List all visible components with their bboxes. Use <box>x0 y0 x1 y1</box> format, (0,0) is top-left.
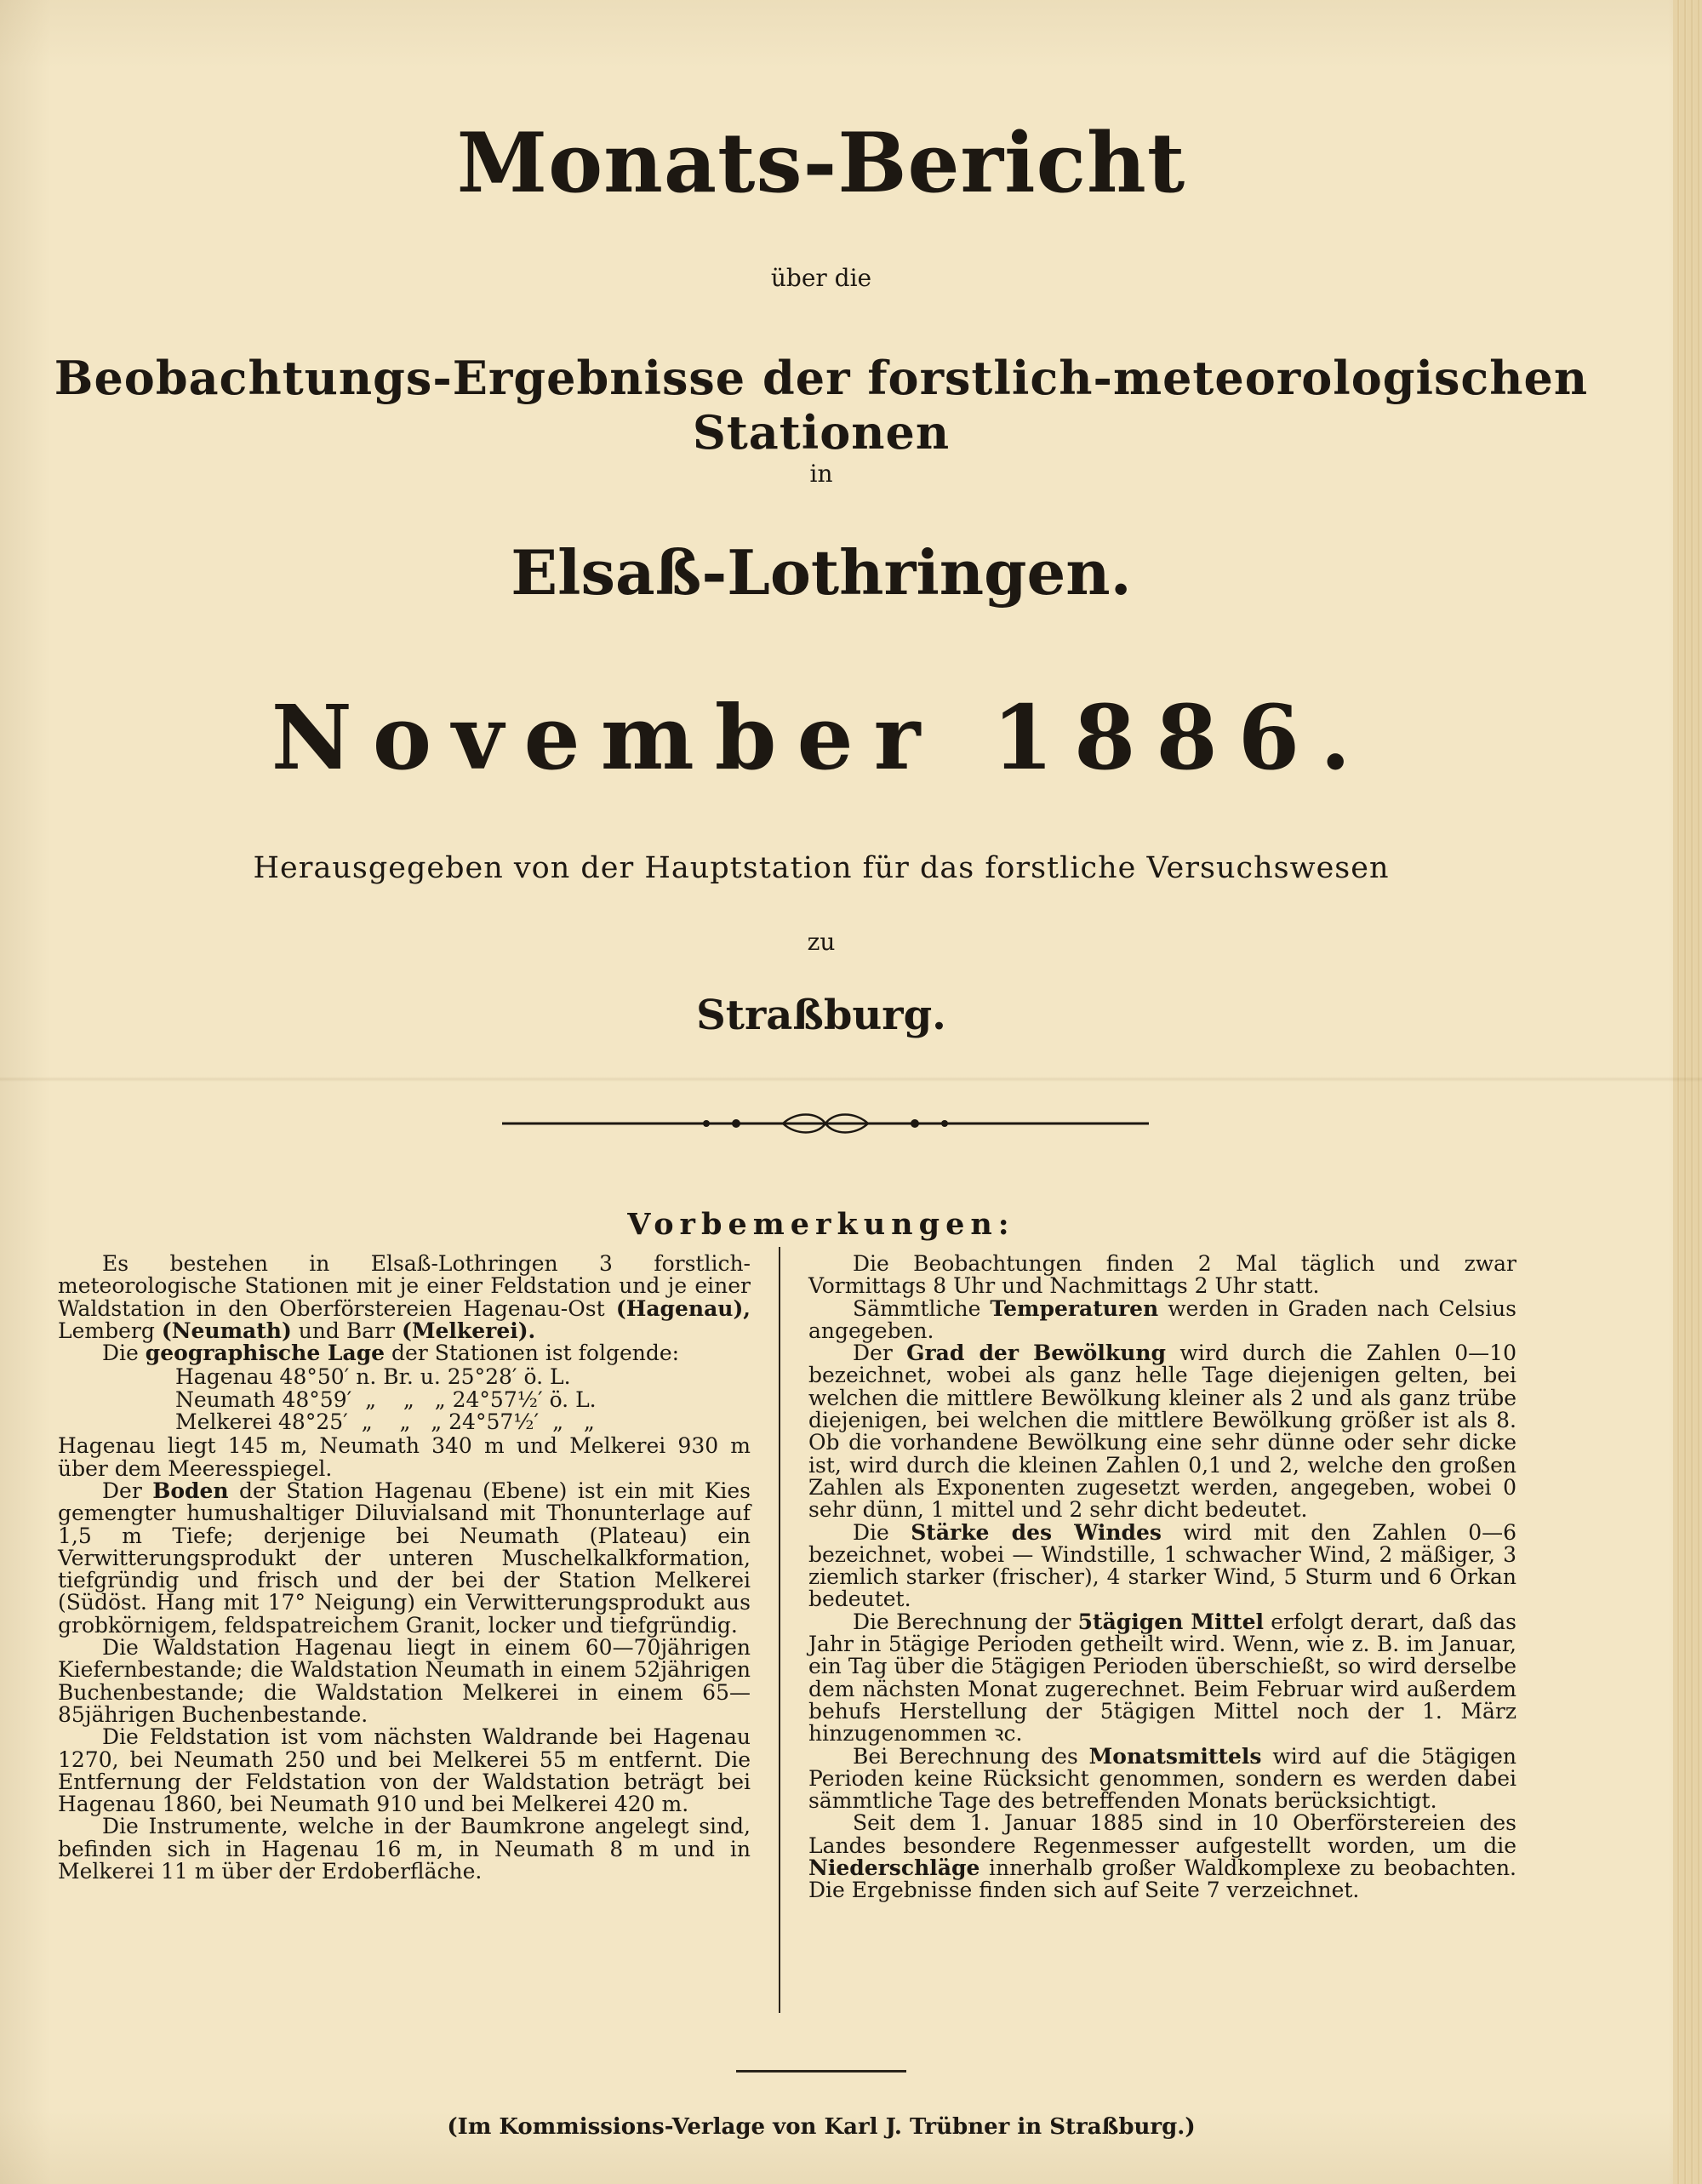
paragraph-wind: Die Stärke des Windes wird mit den Zahlen 0—6 bezeichnet, wobei — Windstille, 1 schwacher Wind, 2 mäßiger, 3 ziemlich starker (frischer), 4 starker Wind, 5 Sturm und 6 Orkan bedeutet. <box>808 1519 1517 1612</box>
paragraph-cloud-cover: Der Grad der Bewölkung wird durch die Zahlen 0—10 bezeichnet, wobei als ganz helle Tage diejenigen gelten, bei welchen die mittlere Bewölkung kleiner als 2 und als ganz trübe diejenigen, bei welchen die mittlere Bewölkung größer ist als 8. Ob die vorhandene Bewölkung eine sehr dünne oder sehr dicke ist, wird durch die kleinen Zahlen 0,1 und 2, welche den großen Zahlen als Exponenten zugesetzt werden, angegeben, wobei 0 sehr dünn, 1 mittel und 2 sehr dicht bedeutet. <box>808 1341 1516 1523</box>
paragraph-instruments: Die Instrumente, welche in der Baumkrone angelegt sind, befinden sich in Hagenau 16 m, in Neumath 8 m und in Melkerei 11 m über der Erdoberfläche. <box>58 1814 751 1884</box>
paragraph-altitude: Hagenau liegt 145 m, Neumath 340 m und Melkerei 930 m über dem Meeresspiegel. <box>58 1433 751 1481</box>
coordinates-list <box>175 1366 751 1433</box>
paragraph-stations: Es bestehen in Elsaß-Lothringen 3 forstlich-meteorologische Stationen mit je einer Feldstation und je einer Waldstation in den Oberförstereien Hagenau-Ost (Hagenau), Lemberg (Neumath) und Barr (Melkerei). <box>58 1251 751 1343</box>
region-title: Elsaß-Lothringen. <box>511 536 1132 609</box>
page-edge <box>1673 0 1702 2184</box>
paragraph-forest-stands: Die Waldstation Hagenau liegt in einem 60—70jährigen Kiefernbestande; die Waldstation Neumath in einem 52jährigen Buchenbestande; die Waldstation Melkerei in einem 65—85jährigen Buchenbestande. <box>58 1635 751 1727</box>
paragraph-temperatures: Sämmtliche Temperaturen werden in Graden nach Celsius angegeben. <box>808 1295 1516 1343</box>
paragraph-distances: Die Feldstation ist vom nächsten Waldrande bei Hagenau 1270, bei Neumath 250 und bei Melkerei 55 m entfernt. Die Entfernung der Feldstation von der Waldstation beträgt bei Hagenau 1860, bei Neumath 910 und bei Melkerei 420 m. <box>58 1724 751 1817</box>
document-subtitle: Beobachtungs-Ergebnisse der forstlich-meteorologischen Stationen <box>54 351 1589 460</box>
title-connector-in: in <box>809 460 833 488</box>
publisher-city: Straßburg. <box>696 992 946 1039</box>
right-column <box>808 1253 1516 1902</box>
left-column <box>58 1253 751 1883</box>
publisher-imprint: (Im Kommissions-Verlage von Karl J. Trübner in Straßburg.) <box>447 2114 1196 2140</box>
document-title: Monats-Bericht <box>456 115 1186 211</box>
title-connector-zu: zu <box>807 928 836 956</box>
paragraph-location: Die geographische Lage der Stationen ist folgende: <box>102 1341 680 1366</box>
paragraph-observation-times: Die Beobachtungen finden 2 Mal täglich und zwar Vormittags 8 Uhr und Nachmittags 2 Uhr statt. <box>808 1251 1516 1299</box>
ornamental-divider <box>502 1106 1149 1141</box>
coordinate-row: Neumath 48°59′ „ „ „ 24°57½′ ö. L. <box>175 1386 597 1412</box>
section-heading: Vorbemerkungen: <box>627 1207 1015 1242</box>
footer-rule <box>736 2070 906 2073</box>
report-month: November 1886. <box>271 685 1372 790</box>
coordinate-row: Hagenau 48°50′ n. Br. u. 25°28′ ö. L. <box>175 1364 571 1390</box>
title-connector-ueber: über die <box>770 264 872 292</box>
paragraph-five-day-mean: Die Berechnung der 5tägigen Mittel erfolgt derart, daß das Jahr in 5tägige Perioden getheilt wird. Wenn, wie z. B. im Januar, ein Tag über die 5tägigen Perioden überschießt, so wird derselbe dem nächsten Monat zugerechnet. Beim Februar wird außerdem behufs Herstellung der 5tägigen Mittel noch der 1. März hinzugenommen ꝛc. <box>808 1609 1517 1747</box>
column-divider <box>779 1247 780 2013</box>
coordinate-row: Melkerei 48°25′ „ „ „ 24°57½′ „ „ <box>175 1409 595 1435</box>
paragraph-monthly-mean: Bei Berechnung des Monatsmittels wird auf die 5tägigen Perioden keine Rücksicht genommen, sondern es werden dabei sämmtliche Tage des betreffenden Monats berücksichtigt. <box>808 1743 1516 1814</box>
paper-fold <box>0 1077 1702 1082</box>
paragraph-precipitation: Seit dem 1. Januar 1885 sind in 10 Oberförstereien des Landes besondere Regenmesser aufgestellt worden, um die Niederschläge innerhalb großer Waldkomplexe zu beobachten. Die Ergebnisse finden sich auf Seite 7 verzeichnet. <box>808 1810 1516 1903</box>
paragraph-soil: Der Boden der Station Hagenau (Ebene) ist ein mit Kies gemengter humushaltiger Diluvialsand mit Thonunterlage auf 1,5 m Tiefe; derjenige bei Neumath (Plateau) ein Verwitterungsprodukt der unteren Muschelkalkformation, tiefgründig und frisch und der bei der Station Melkerei (Südöst. Hang mit 17° Neigung) ein Verwitterungsprodukt aus grobkörnigem, feldspatreichem Granit, locker und tiefgründig. <box>58 1478 751 1638</box>
publisher-line: Herausgegeben von der Hauptstation für das forstliche Versuchswesen <box>253 851 1390 885</box>
